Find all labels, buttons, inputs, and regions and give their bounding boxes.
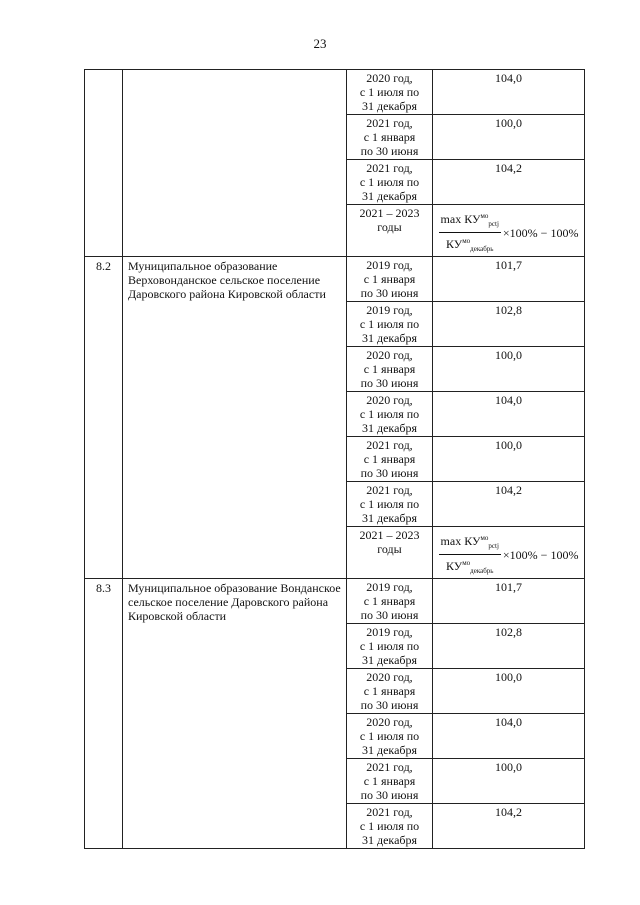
period-line: 31 декабря <box>361 421 418 435</box>
period-line: 31 декабря <box>361 743 418 757</box>
formula-cell <box>433 205 585 257</box>
period-line: 2021 год, <box>366 438 413 452</box>
period-line: 2020 год, <box>366 715 413 729</box>
period-cell <box>347 347 433 392</box>
period-line: с 1 июля по <box>359 85 420 99</box>
period-line: по 30 июня <box>360 144 419 158</box>
value-cell: 104,2 <box>433 482 585 527</box>
period-line: с 1 января <box>363 684 416 698</box>
municipality-name: Муниципальное образование Вонданское сельское поселение Даровского района Кировской области <box>123 579 347 849</box>
formula-denominator-sub: декабрь <box>470 245 494 253</box>
formula-fraction <box>439 209 501 256</box>
period-cell <box>347 392 433 437</box>
formula-tail: ×100% − 100% <box>502 225 579 240</box>
period-line: с 1 января <box>363 362 416 376</box>
period-line: с 1 января <box>363 130 416 144</box>
period-line: по 30 июня <box>360 376 419 390</box>
table-body <box>85 70 585 849</box>
period-line: с 1 июля по <box>359 497 420 511</box>
period-line: годы <box>377 542 402 556</box>
value-cell: 104,0 <box>433 70 585 115</box>
period-line: 2019 год, <box>366 303 413 317</box>
period-line: по 30 июня <box>360 608 419 622</box>
period-line: 2020 год, <box>366 393 413 407</box>
municipality-name <box>123 70 347 257</box>
formula-numerator-text: max КУ <box>440 534 481 548</box>
formula-denominator-sup: мо <box>462 559 471 567</box>
period-cell <box>347 624 433 669</box>
period-cell <box>347 482 433 527</box>
page-number: 23 <box>313 36 327 51</box>
period-cell <box>347 70 433 115</box>
municipality-name: Муниципальное образование Верховонданское сельское поселение Даровского района Кировской области <box>123 257 347 579</box>
period-cell <box>347 302 433 347</box>
formula-numerator-sup: мо <box>480 212 489 220</box>
value-cell: 104,0 <box>433 714 585 759</box>
formula-denominator-sub: декабрь <box>470 567 494 575</box>
formula-numerator-sup: мо <box>480 534 489 542</box>
period-line: 2021 – 2023 <box>359 528 420 542</box>
period-line: с 1 июля по <box>359 729 420 743</box>
period-cell <box>347 205 433 257</box>
period-cell <box>347 579 433 624</box>
period-line: по 30 июня <box>360 466 419 480</box>
formula-cell <box>433 527 585 579</box>
formula-numerator <box>439 209 501 233</box>
period-line: 31 декабря <box>361 833 418 847</box>
formula-denominator-text: КУ <box>445 237 463 251</box>
period-line: 31 декабря <box>361 99 418 113</box>
period-line: 2019 год, <box>366 258 413 272</box>
value-cell: 100,0 <box>433 115 585 160</box>
period-line: по 30 июня <box>360 286 419 300</box>
period-line: с 1 января <box>363 272 416 286</box>
period-line: 2021 – 2023 <box>359 206 420 220</box>
period-line: 2020 год, <box>366 670 413 684</box>
period-cell <box>347 714 433 759</box>
period-line: с 1 июля по <box>359 819 420 833</box>
period-line: с 1 января <box>363 452 416 466</box>
formula-denominator-sup: мо <box>462 237 471 245</box>
period-line: 31 декабря <box>361 331 418 345</box>
formula-denominator <box>444 555 496 578</box>
table-row <box>85 257 585 302</box>
formula-numerator-sub: pctj <box>488 220 499 228</box>
index-formula <box>433 528 584 578</box>
formula-denominator <box>444 233 496 256</box>
value-cell: 104,0 <box>433 392 585 437</box>
section-number: 8.3 <box>85 579 123 849</box>
value-cell: 100,0 <box>433 669 585 714</box>
formula-tail: ×100% − 100% <box>502 547 579 562</box>
period-line: 2020 год, <box>366 348 413 362</box>
period-line: по 30 июня <box>360 788 419 802</box>
period-line: 2021 год, <box>366 760 413 774</box>
period-cell <box>347 160 433 205</box>
period-line: 31 декабря <box>361 653 418 667</box>
value-cell: 104,2 <box>433 160 585 205</box>
period-line: с 1 июля по <box>359 175 420 189</box>
period-line: 2019 год, <box>366 580 413 594</box>
period-cell <box>347 257 433 302</box>
index-formula <box>433 206 584 256</box>
value-cell: 100,0 <box>433 759 585 804</box>
period-line: с 1 июля по <box>359 317 420 331</box>
period-cell <box>347 437 433 482</box>
formula-denominator-text: КУ <box>445 559 463 573</box>
value-cell: 102,8 <box>433 624 585 669</box>
section-number: 8.2 <box>85 257 123 579</box>
period-line: по 30 июня <box>360 698 419 712</box>
value-cell: 100,0 <box>433 347 585 392</box>
table-row <box>85 579 585 624</box>
period-line: с 1 января <box>363 594 416 608</box>
period-line: 2021 год, <box>366 116 413 130</box>
value-cell: 101,7 <box>433 257 585 302</box>
period-line: 2020 год, <box>366 71 413 85</box>
period-line: с 1 января <box>363 774 416 788</box>
formula-fraction <box>439 531 501 578</box>
formula-numerator <box>439 531 501 555</box>
period-cell <box>347 804 433 849</box>
period-line: 2021 год, <box>366 805 413 819</box>
value-cell: 100,0 <box>433 437 585 482</box>
period-line: годы <box>377 220 402 234</box>
period-line: 31 декабря <box>361 189 418 203</box>
table-row <box>85 70 585 115</box>
period-cell <box>347 115 433 160</box>
period-cell <box>347 759 433 804</box>
tariff-index-table <box>84 69 585 849</box>
period-line: 31 декабря <box>361 511 418 525</box>
section-number <box>85 70 123 257</box>
value-cell: 101,7 <box>433 579 585 624</box>
period-cell <box>347 669 433 714</box>
value-cell: 102,8 <box>433 302 585 347</box>
period-line: 2021 год, <box>366 483 413 497</box>
period-cell <box>347 527 433 579</box>
value-cell: 104,2 <box>433 804 585 849</box>
period-line: 2021 год, <box>366 161 413 175</box>
period-line: с 1 июля по <box>359 407 420 421</box>
formula-numerator-text: max КУ <box>440 212 481 226</box>
formula-numerator-sub: pctj <box>488 542 499 550</box>
period-line: 2019 год, <box>366 625 413 639</box>
period-line: с 1 июля по <box>359 639 420 653</box>
